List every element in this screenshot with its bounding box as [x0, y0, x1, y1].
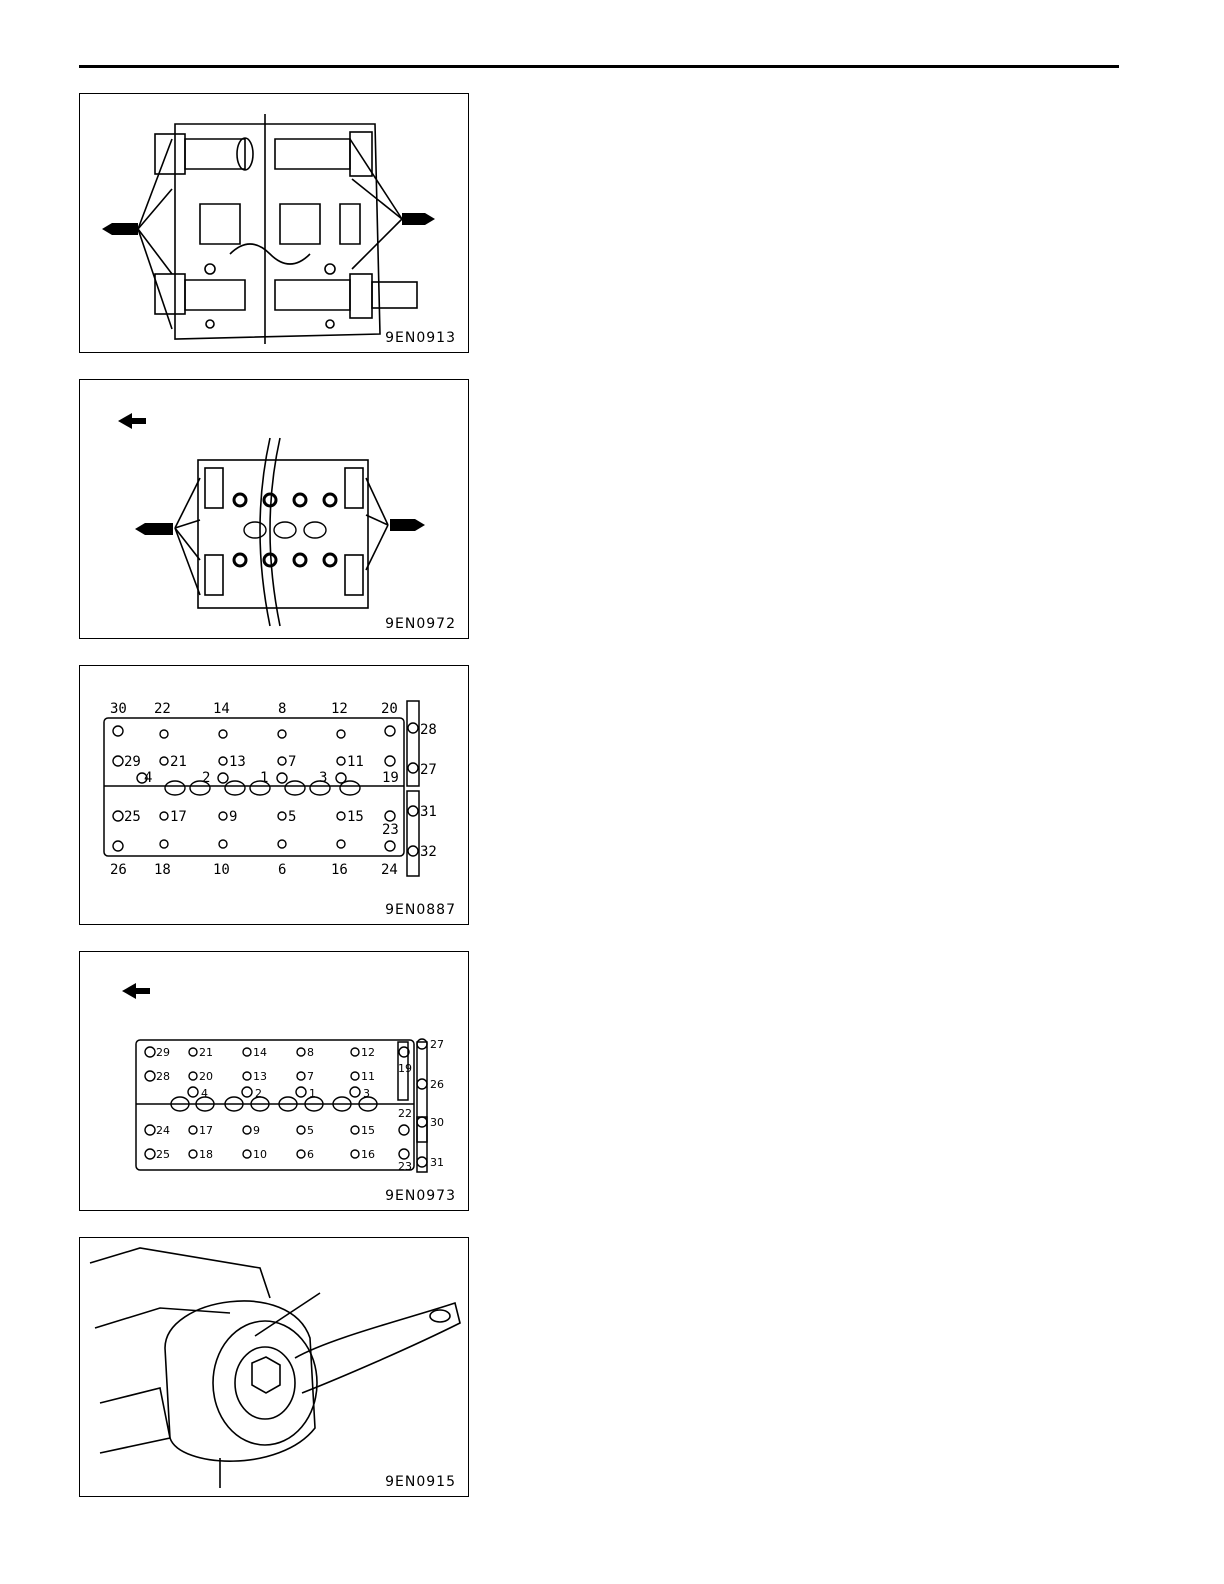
bolt-number: 31: [420, 804, 437, 820]
bolt-number: 22: [154, 701, 171, 717]
bolt-number: 4: [201, 1087, 208, 1100]
bolt-number: 13: [253, 1070, 267, 1083]
figure-label: 9EN0913: [385, 330, 456, 346]
bolt-number: 23: [382, 822, 399, 838]
bolt-number: 3: [363, 1087, 370, 1100]
bolt-number: 15: [361, 1124, 375, 1137]
bolt-number: 11: [347, 754, 364, 770]
bolt-number: 3: [319, 770, 328, 786]
bolt-number: 7: [307, 1070, 314, 1083]
figure-label: 9EN0972: [385, 616, 456, 632]
bolt-number: 8: [278, 701, 287, 717]
socket-wrench-illustration: [80, 1238, 467, 1495]
bolt-number: 16: [361, 1148, 375, 1161]
bolt-number: 28: [156, 1070, 170, 1083]
bolt-number: 14: [253, 1046, 267, 1059]
bolt-number: 1: [260, 770, 269, 786]
bolt-number: 6: [307, 1148, 314, 1161]
tightening-sequence-diagram: [80, 666, 467, 923]
bolt-number: 4: [144, 770, 153, 786]
bolt-number: 12: [331, 701, 348, 717]
figure-camshaft-caps: [79, 93, 469, 353]
camshaft-caps-illustration: [80, 94, 467, 351]
bolt-number: 30: [110, 701, 127, 717]
bolt-number: 27: [420, 762, 437, 778]
bolt-number: 31: [430, 1156, 444, 1169]
bolt-number: 5: [307, 1124, 314, 1137]
bolt-number: 18: [199, 1148, 213, 1161]
bolt-number: 21: [199, 1046, 213, 1059]
bolt-number: 2: [202, 770, 211, 786]
bolt-number: 32: [420, 844, 437, 860]
bolt-number: 28: [420, 722, 437, 738]
sealant-points-illustration: [80, 380, 467, 637]
bolt-number: 16: [331, 862, 348, 878]
bolt-number: 17: [170, 809, 187, 825]
bolt-number: 15: [347, 809, 364, 825]
loosening-sequence-diagram: [80, 952, 467, 1209]
figure-label: 9EN0973: [385, 1188, 456, 1204]
bolt-number: 13: [229, 754, 246, 770]
figure-loosening-sequence: [79, 951, 469, 1211]
bolt-number: 24: [381, 862, 398, 878]
header-rule: [79, 65, 1119, 68]
bolt-number: 2: [255, 1087, 262, 1100]
bolt-number: 19: [398, 1062, 412, 1075]
bolt-number: 5: [288, 809, 297, 825]
bolt-number: 20: [199, 1070, 213, 1083]
bolt-number: 29: [156, 1046, 170, 1059]
figure-label: 9EN0915: [385, 1474, 456, 1490]
bolt-number: 22: [398, 1107, 412, 1120]
bolt-number: 27: [430, 1038, 444, 1051]
bolt-number: 18: [154, 862, 171, 878]
figure-sealant-points: [79, 379, 469, 639]
bolt-number: 21: [170, 754, 187, 770]
figure-tightening-sequence: [79, 665, 469, 925]
bolt-number: 25: [156, 1148, 170, 1161]
figure-socket-wrench: [79, 1237, 469, 1497]
bolt-number: 9: [229, 809, 238, 825]
bolt-number: 8: [307, 1046, 314, 1059]
bolt-number: 7: [288, 754, 297, 770]
bolt-number: 12: [361, 1046, 375, 1059]
bolt-number: 30: [430, 1116, 444, 1129]
bolt-number: 26: [110, 862, 127, 878]
bolt-number: 20: [381, 701, 398, 717]
bolt-number: 10: [213, 862, 230, 878]
bolt-number: 10: [253, 1148, 267, 1161]
bolt-number: 1: [309, 1087, 316, 1100]
bolt-number: 23: [398, 1160, 412, 1173]
bolt-number: 14: [213, 701, 230, 717]
bolt-number: 19: [382, 770, 399, 786]
figure-label: 9EN0887: [385, 902, 456, 918]
bolt-number: 25: [124, 809, 141, 825]
bolt-number: 26: [430, 1078, 444, 1091]
bolt-number: 11: [361, 1070, 375, 1083]
bolt-number: 24: [156, 1124, 170, 1137]
bolt-number: 6: [278, 862, 287, 878]
bolt-number: 9: [253, 1124, 260, 1137]
bolt-number: 17: [199, 1124, 213, 1137]
bolt-number: 29: [124, 754, 141, 770]
